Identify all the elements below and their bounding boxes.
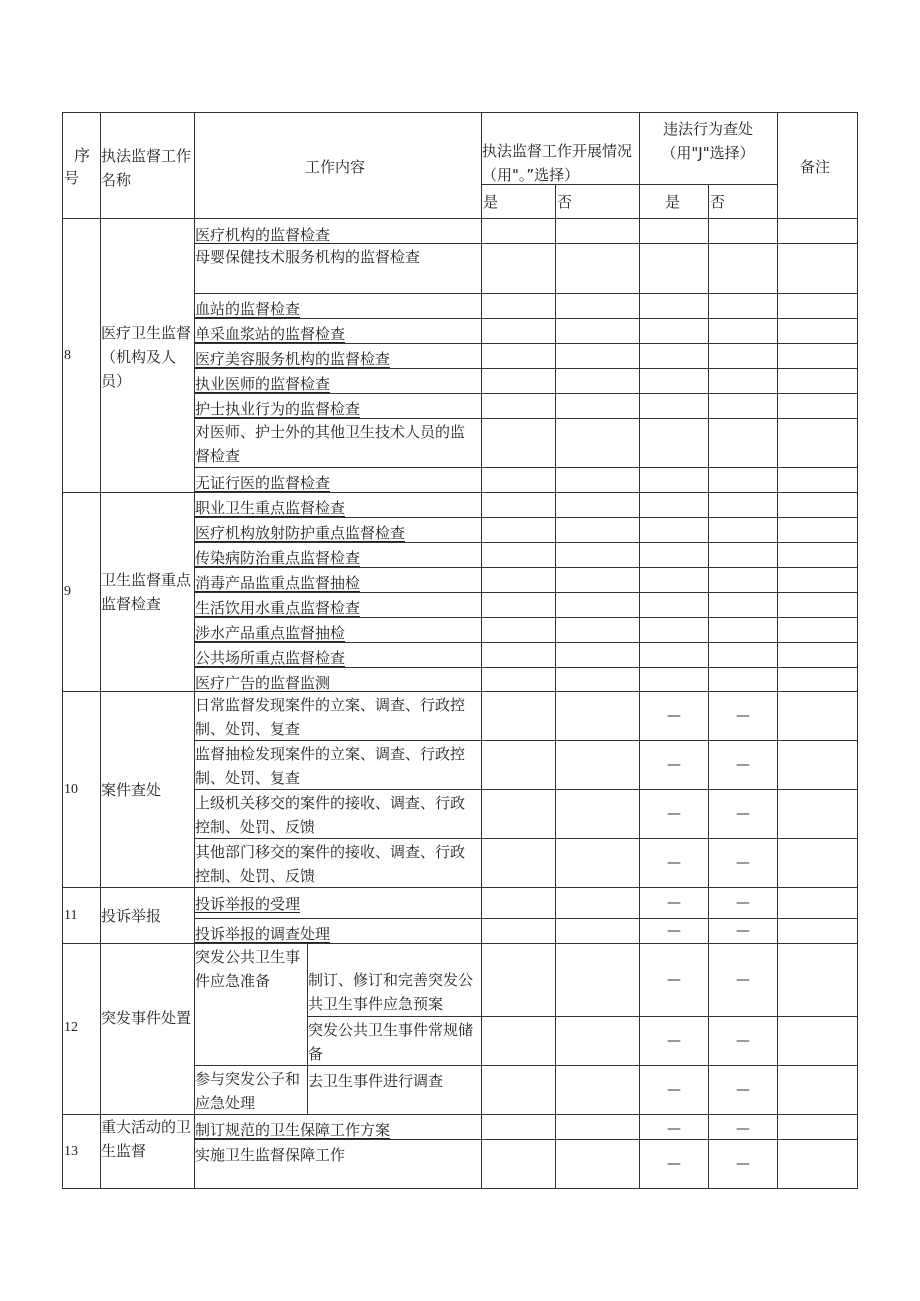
work-item: 对医师、护士外的其他卫生技术人员的监督检查	[195, 423, 466, 465]
rule-col	[62, 112, 63, 1189]
rule-top	[62, 112, 858, 113]
rule-col	[857, 112, 858, 1189]
rule-bottom	[62, 1188, 858, 1189]
work-item: 职业卫生重点监督检查	[195, 499, 346, 517]
work-item: 涉水产品重点监督抽检	[195, 624, 346, 642]
section-number: 11	[64, 908, 78, 923]
dash-mark: —	[667, 757, 681, 773]
header-progress: 执法监督工作开展情况（用"。”选择）	[482, 142, 633, 184]
work-item: 投诉举报的调查处理	[195, 925, 331, 943]
work-item: 医疗机构放射防护重点监督检查	[195, 524, 406, 542]
work-item: 制订规范的卫生保障工作方案	[195, 1121, 391, 1139]
header-remarks: 备注	[800, 158, 831, 176]
sub-category-response: 参与突发公子和应急处理	[195, 1070, 301, 1112]
section-number: 12	[64, 1020, 78, 1035]
dash-mark: —	[667, 895, 681, 911]
work-item: 生活饮用水重点监督检查	[195, 599, 361, 617]
dash-mark: —	[667, 708, 681, 724]
section-name: 重大活动的卫生监督	[101, 1118, 192, 1160]
rule-col	[777, 112, 778, 1189]
dash-mark: —	[736, 1082, 750, 1098]
dash-mark: —	[667, 923, 681, 939]
rule-section	[62, 492, 858, 493]
dash-mark: —	[736, 895, 750, 911]
dash-mark: —	[667, 1121, 681, 1137]
work-item: 母婴保健技术服务机构的监督检查	[195, 248, 421, 266]
dash-mark: —	[736, 1033, 750, 1049]
rule-col	[708, 184, 709, 1189]
rule-col	[555, 184, 556, 1189]
section-number: 13	[64, 1144, 78, 1159]
rule-row	[307, 1016, 858, 1017]
section-name: 医疗卫生监督（机构及人员）	[101, 324, 192, 390]
work-item: 监督抽检发现案件的立案、调查、行政控制、处罚、复查	[195, 745, 466, 787]
dash-mark: —	[667, 855, 681, 871]
header-yes: 是	[483, 193, 499, 211]
work-item: 护士执业行为的监督检查	[195, 400, 361, 418]
work-item: 实施卫生监督保障工作	[195, 1146, 346, 1164]
work-item: 传染病防治重点监督检查	[195, 549, 361, 567]
work-item: 投诉举报的受理	[195, 895, 301, 913]
header-seq-2: 号	[64, 169, 80, 187]
rule-section	[62, 691, 858, 692]
dash-mark: —	[667, 806, 681, 822]
section-number: 10	[64, 782, 78, 797]
work-item: 日常监督发现案件的立案、调查、行政控制、处罚、复查	[195, 696, 466, 738]
header-work-content: 工作内容	[305, 158, 366, 176]
work-item: 去卫生事件进行调查	[308, 1072, 444, 1090]
work-item: 血站的监督检查	[195, 300, 301, 318]
dash-mark: —	[736, 855, 750, 871]
rule-col	[639, 112, 640, 1189]
section-name: 突发事件处置	[101, 1009, 192, 1027]
rule-section	[62, 943, 858, 944]
header-no: 否	[557, 193, 573, 211]
header-task-name: 执法监督工作名称	[101, 147, 192, 189]
dash-mark: —	[736, 806, 750, 822]
rule-header-bottom	[62, 218, 858, 219]
dash-mark: —	[736, 1121, 750, 1137]
work-item: 医疗广告的监督监测	[195, 674, 331, 692]
dash-mark: —	[667, 972, 681, 988]
work-item: 制订、修订和完善突发公共卫生事件应急预案	[308, 971, 474, 1013]
work-item: 突发公共卫生事件常规储备	[308, 1021, 474, 1063]
work-item: 公共场所重点监督检查	[195, 649, 346, 667]
work-item: 执业医师的监督检查	[195, 375, 331, 393]
section-number: 9	[64, 584, 71, 599]
section-name: 卫生监督重点监督检查	[101, 571, 192, 613]
dash-mark: —	[667, 1082, 681, 1098]
rule-row	[194, 293, 858, 294]
dash-mark: —	[667, 1033, 681, 1049]
work-item: 医疗机构的监督检查	[195, 226, 331, 244]
work-item: 单采血浆站的监督检查	[195, 325, 346, 343]
dash-mark: —	[736, 708, 750, 724]
section-name: 投诉举报	[101, 907, 162, 925]
dash-mark: —	[736, 757, 750, 773]
section-name: 案件查处	[101, 781, 162, 799]
rule-col	[481, 112, 482, 1189]
section-number: 8	[64, 348, 71, 363]
work-item: 医疗美容服务机构的监督检查	[195, 350, 391, 368]
header-yes-2: 是	[665, 193, 681, 211]
rule-row	[194, 1065, 858, 1066]
dash-mark: —	[736, 1156, 750, 1172]
header-violation: 违法行为查处（用"J"选择）	[661, 120, 755, 162]
sub-category-preparation: 突发公共卫生事件应急准备	[195, 948, 301, 990]
work-item: 上级机关移交的案件的接收、调查、行政控制、处罚、反馈	[195, 794, 466, 836]
dash-mark: —	[736, 923, 750, 939]
header-seq-1: 序	[74, 146, 91, 165]
work-item: 无证行医的监督检查	[195, 474, 331, 492]
work-item: 消毒产品监重点监督抽检	[195, 574, 361, 592]
rule-row	[194, 918, 858, 919]
dash-mark: —	[667, 1156, 681, 1172]
work-item: 其他部门移交的案件的接收、调查、行政控制、处罚、反馈	[195, 843, 466, 885]
dash-mark: —	[736, 972, 750, 988]
header-no-2: 否	[710, 193, 726, 211]
